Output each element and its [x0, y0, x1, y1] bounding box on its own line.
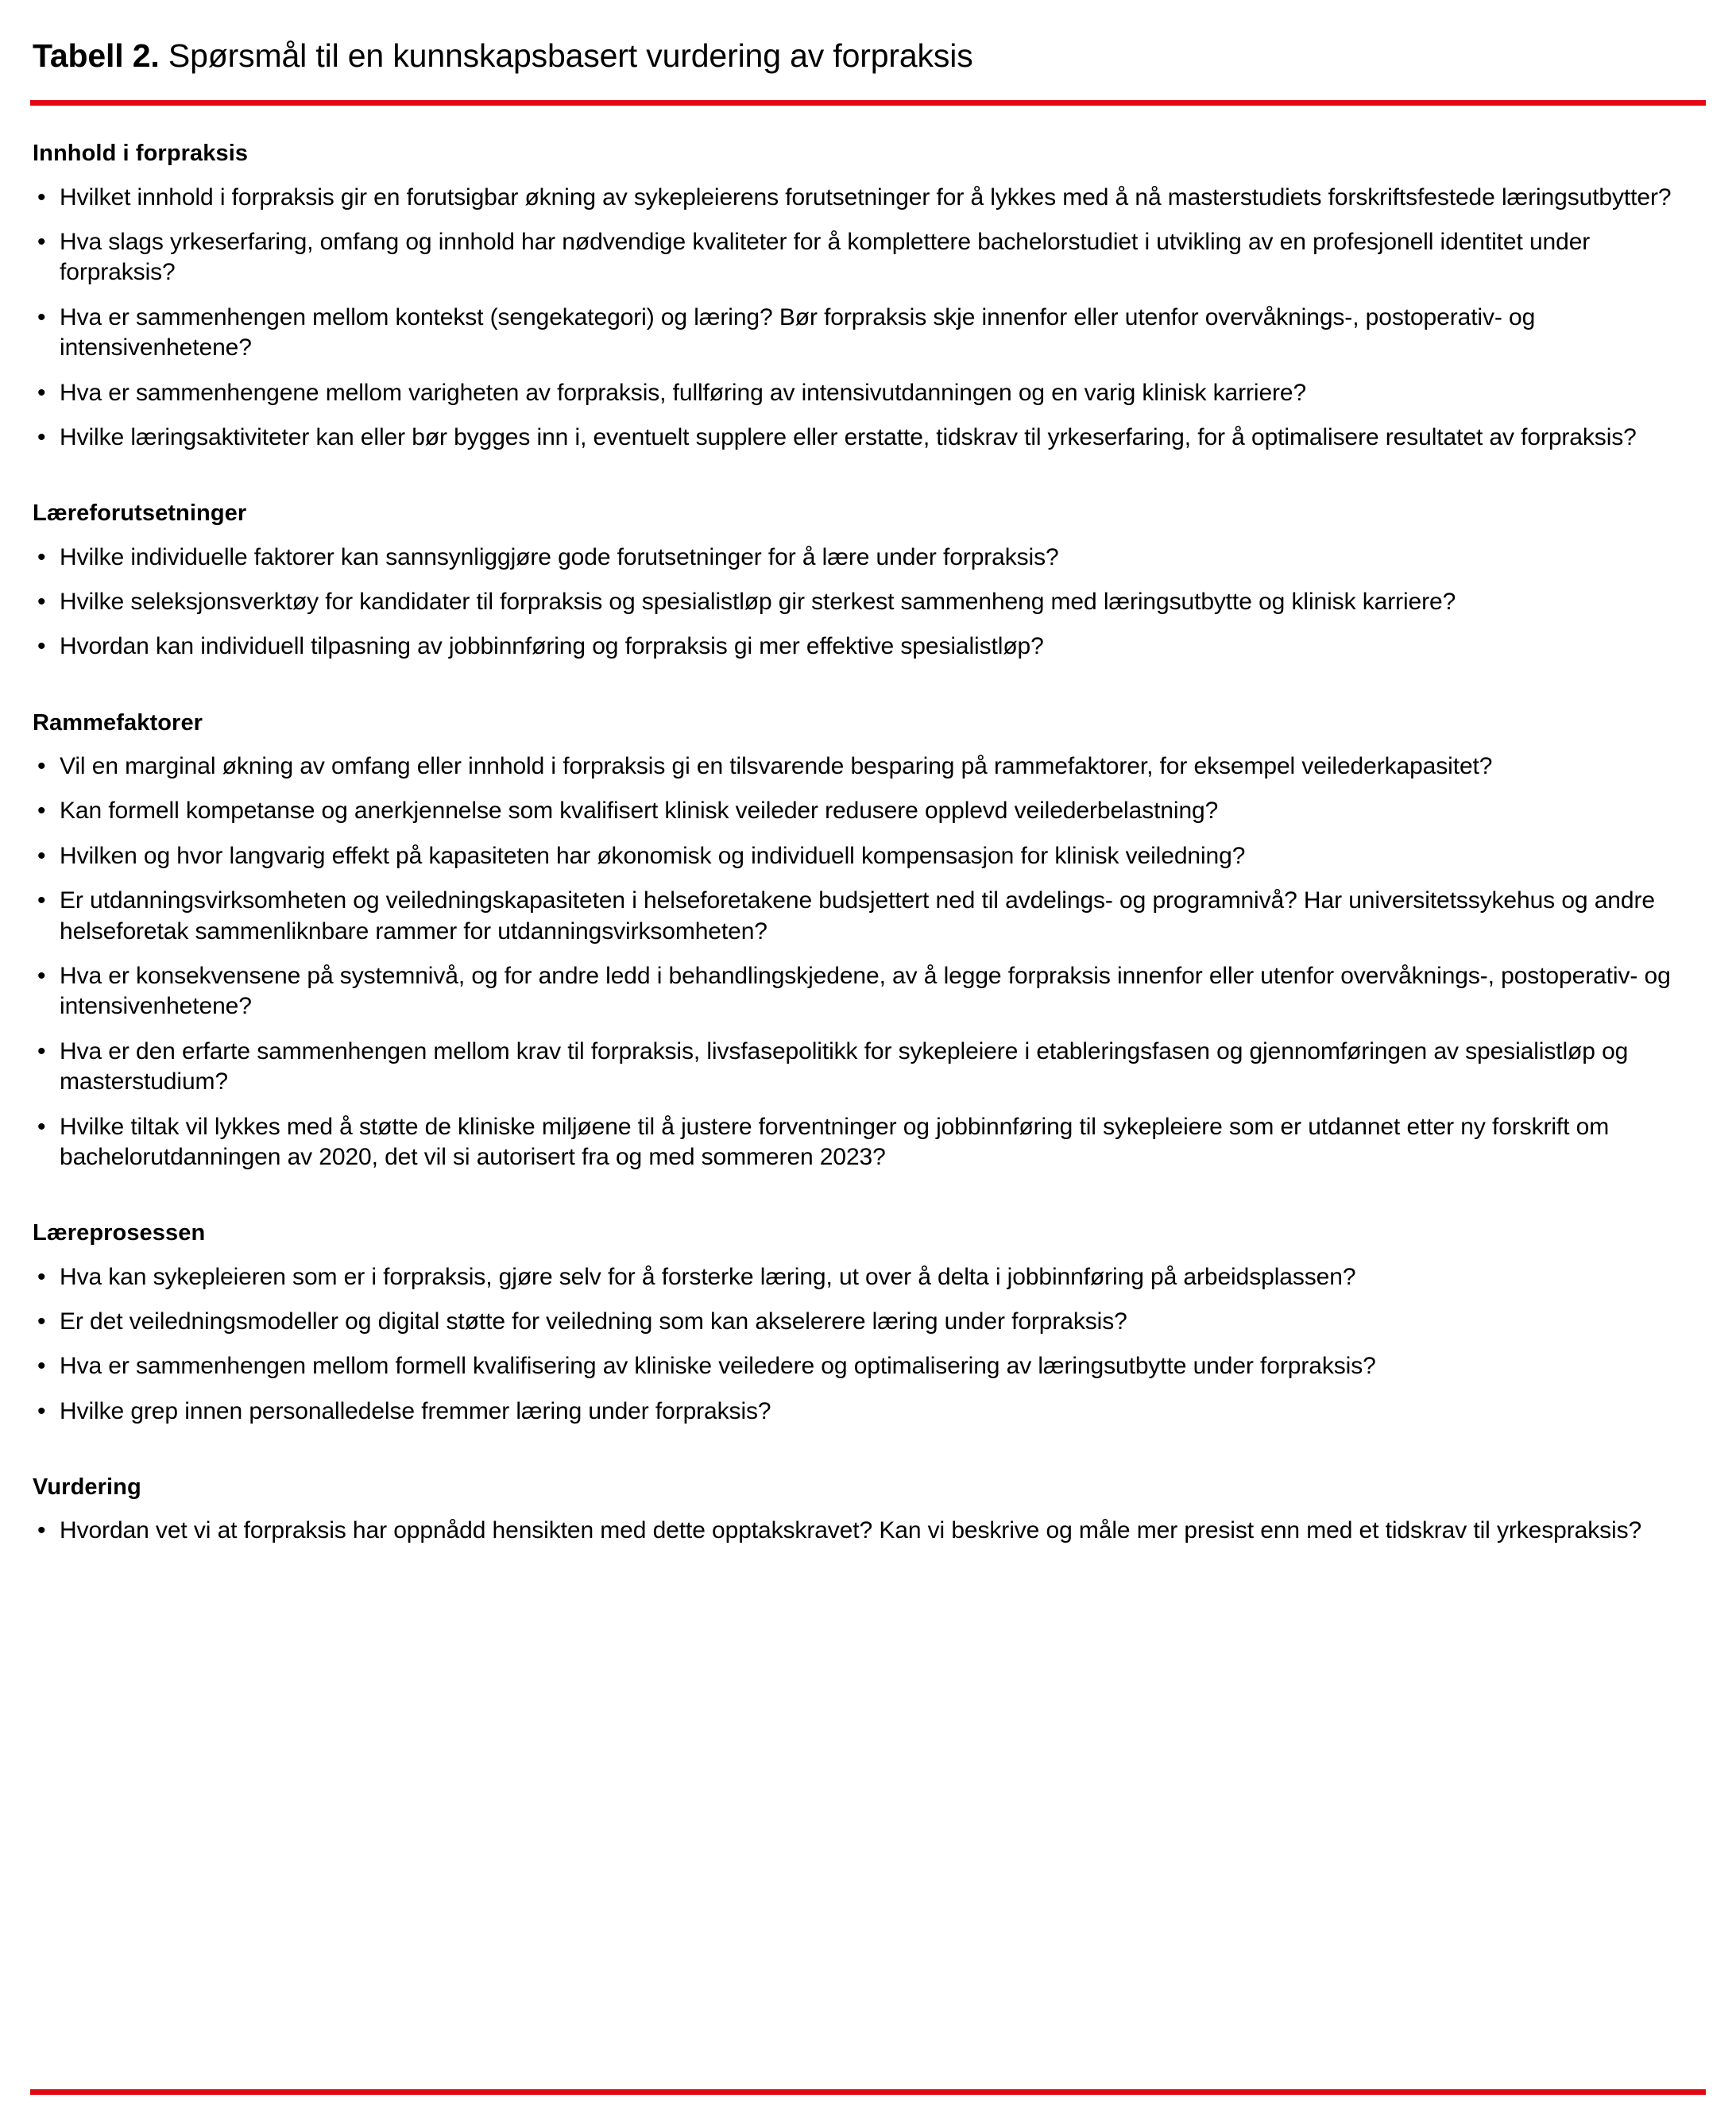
list-item: • Hvilke individuelle faktorer kan sannsynliggjøre gode forutsetninger for å lære under forpraksis?: [33, 543, 1703, 573]
section-vurdering: [33, 1473, 1703, 1547]
question-list: [33, 183, 1703, 454]
list-item: • Hva er sammenhengen mellom formell kvalifisering av kliniske veiledere og optimalisering av læringsutbytte under forpraksis?: [33, 1351, 1703, 1381]
question-list: [33, 543, 1703, 663]
list-item: • Hva er sammenhengene mellom varigheten av forpraksis, fullføring av intensivutdanningen og en varig klinisk karriere?: [33, 378, 1703, 408]
section-heading: Innhold i forpraksis: [33, 141, 249, 167]
section-innhold-i-forpraksis: [33, 139, 1703, 453]
page-title: [33, 37, 1706, 75]
list-item: • Er utdanningsvirksomheten og veiledningskapasiteten i helseforetakene budsjettert ned til avdelings- og programnivå? Har universitetssykehus og andre helseforetak sammenliknbare rammer for utdanningsvirksomheten?: [33, 886, 1703, 947]
table-caption: Spørsmål til en kunnskapsbasert vurdering av forpraksis: [168, 37, 973, 74]
list-item: • Hvilke grep innen personalledelse fremmer læring under forpraksis?: [33, 1397, 1703, 1427]
question-list: [33, 1262, 1703, 1428]
list-item: • Hvilke læringsaktiviteter kan eller bør bygges inn i, eventuelt supplere eller erstatte, tidskrav til yrkeserfaring, for å optimalisere resultatet av forpraksis?: [33, 423, 1703, 453]
list-item: • Hvordan kan individuell tilpasning av jobbinnføring og forpraksis gi mer effektive spesialistløp?: [33, 632, 1703, 662]
table-number-label: Tabell 2.: [33, 37, 160, 74]
list-item: • Hva er den erfarte sammenhengen mellom krav til forpraksis, livsfasepolitikk for sykepleiere i etableringsfasen og gjennomføringen av spesialistløp og masterstudium?: [33, 1037, 1703, 1098]
list-item: • Hvilke seleksjonsverktøy for kandidater til forpraksis og spesialistløp gir sterkest sammenheng med læringsutbytte og klinisk karriere?: [33, 587, 1703, 617]
section-heading: Vurdering: [33, 1474, 141, 1501]
section-heading: Læreprosessen: [33, 1220, 206, 1246]
list-item: • Er det veiledningsmodeller og digital støtte for veiledning som kan akselerere læring under forpraksis?: [33, 1307, 1703, 1337]
question-list: [33, 1516, 1703, 1546]
section-laereforutsetninger: [33, 499, 1703, 662]
list-item: • Hva kan sykepleieren som er i forpraksis, gjøre selv for å forsterke læring, ut over å delta i jobbinnføring på arbeidsplassen?: [33, 1262, 1703, 1292]
bottom-accent-rule: [30, 2089, 1706, 2095]
list-item: • Hvordan vet vi at forpraksis har oppnådd hensikten med dette opptakskravet? Kan vi beskrive og måle mer presist enn med et tidskrav til yrkespraksis?: [33, 1516, 1703, 1546]
list-item: • Hva er sammenhengen mellom kontekst (sengekategori) og læring? Bør forpraksis skje innenfor eller utenfor overvåknings-, postoperativ- og intensivenhetene?: [33, 303, 1703, 364]
list-item: • Hvilken og hvor langvarig effekt på kapasiteten har økonomisk og individuell kompensasjon for klinisk veiledning?: [33, 841, 1703, 871]
table-body: [30, 139, 1706, 1546]
list-item: • Kan formell kompetanse og anerkjennelse som kvalifisert klinisk veileder redusere opplevd veilederbelastning?: [33, 796, 1703, 826]
table-title-block: [30, 0, 1706, 75]
list-item: • Hva er konsekvensene på systemnivå, og for andre ledd i behandlingskjedene, av å legge forpraksis innenfor eller utenfor overvåknings-, postoperativ- og intensivenhetene?: [33, 961, 1703, 1022]
section-heading: Rammefaktorer: [33, 709, 203, 736]
section-rammefaktorer: [33, 709, 1703, 1173]
list-item: • Hvilket innhold i forpraksis gir en forutsigbar økning av sykepleierens forutsetninger for å lykkes med å nå masterstudiets forskriftsfestede læringsutbytter?: [33, 183, 1703, 213]
list-item: • Hva slags yrkeserfaring, omfang og innhold har nødvendige kvaliteter for å komplettere bachelorstudiet i utvikling av en profesjonell identitet under forpraksis?: [33, 227, 1703, 288]
list-item: • Vil en marginal økning av omfang eller innhold i forpraksis gi en tilsvarende besparing på rammefaktorer, for eksempel veilederkapasitet?: [33, 751, 1703, 782]
section-laereprosessen: [33, 1219, 1703, 1427]
question-list: [33, 751, 1703, 1173]
top-accent-rule: [30, 100, 1706, 106]
section-heading: Læreforutsetninger: [33, 500, 247, 527]
list-item: • Hvilke tiltak vil lykkes med å støtte de kliniske miljøene til å justere forventninger og jobbinnføring til sykepleiere som er utdannet etter ny forskrift om bachelorutdanningen av 2020, det vil si autorisert fra og med sommeren 2023?: [33, 1112, 1703, 1173]
